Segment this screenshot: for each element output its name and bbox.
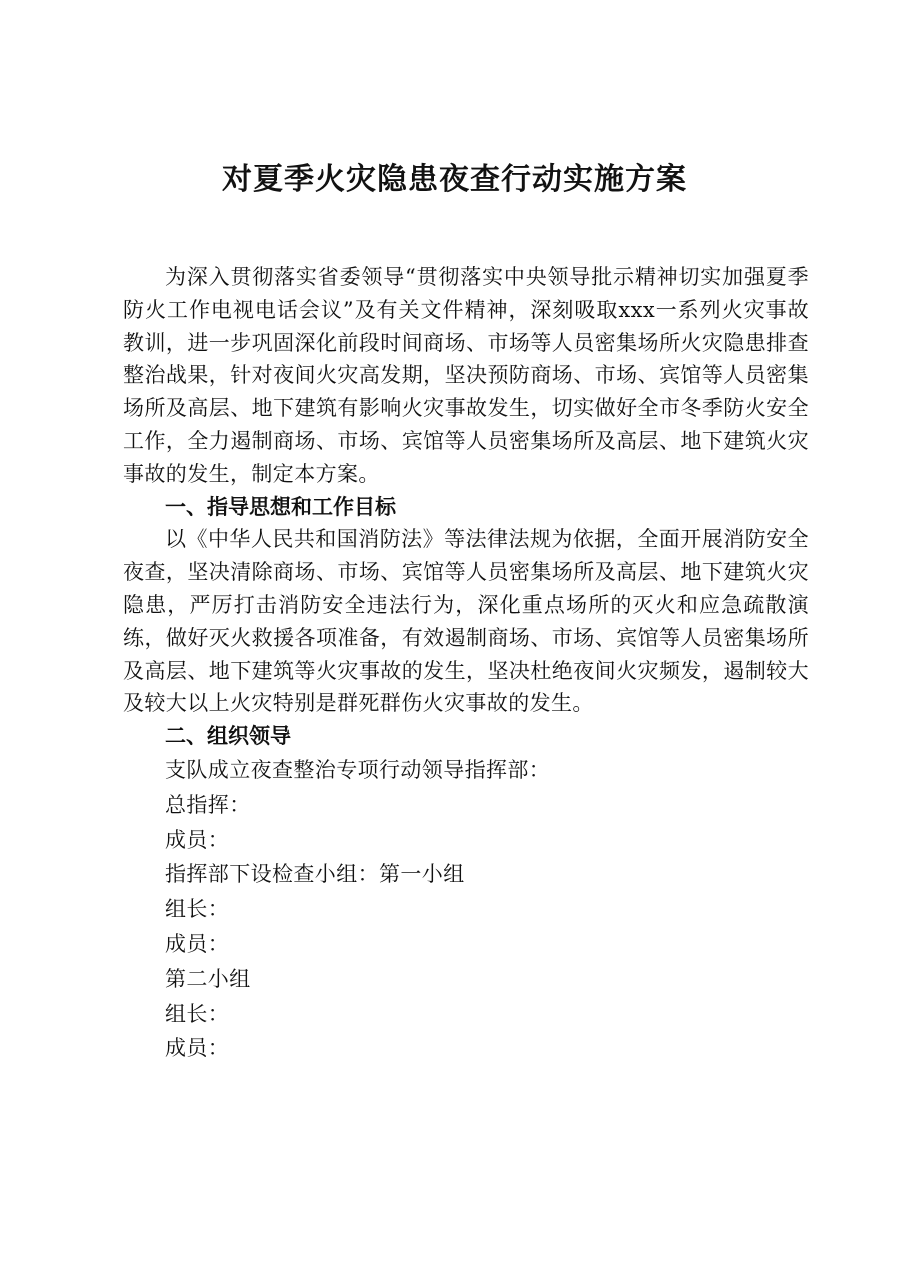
org-line-inspection-group-1: 指挥部下设检查小组：第一小组 — [165, 862, 465, 887]
section-2-heading: 二、组织领导 — [165, 724, 291, 749]
org-line-group-2: 第二小组 — [165, 966, 251, 991]
org-line-group-2-leader: 组长： — [165, 1001, 230, 1026]
org-line-group-1-members: 成员： — [165, 931, 230, 956]
intro-paragraph: 为深入贯彻落实省委领导“贯彻落实中央领导批示精神切实加强夏季防火工作电视电话会议”及有关文件精神，深刻吸取xxx一系列火灾事故教训，进一步巩固深化前段时间商场、市场等人员密集场所火灾隐患排查整治战果，针对夜间火灾高发期，坚决预防商场、市场、宾馆等人员密集场所及高层、地下建筑有影响火灾事故发生，切实做好全市冬季防火安全工作，全力遏制商场、市场、宾馆等人员密集场所及高层、地下建筑火灾事故的发生，制定本方案。 — [123, 265, 809, 486]
org-line-group-1-leader: 组长： — [165, 897, 230, 922]
section-1-heading: 一、指导思想和工作目标 — [165, 494, 396, 519]
org-line-command-hq: 支队成立夜查整治专项行动领导指挥部： — [165, 757, 551, 782]
org-line-group-2-members: 成员： — [165, 1036, 230, 1061]
section-1-paragraph: 以《中华人民共和国消防法》等法律法规为依据，全面开展消防安全夜查，坚决清除商场、市场、宾馆等人员密集场所及高层、地下建筑火灾隐患，严厉打击消防安全违法行为，深化重点场所的灭火和应急疏散演练，做好灭火救援各项准备，有效遏制商场、市场、宾馆等人员密集场所及高层、地下建筑等火灾事故的发生，坚决杜绝夜间火灾频发，遏制较大及较大以上火灾特别是群死群伤火灾事故的发生。 — [123, 527, 809, 716]
org-line-commander: 总指挥： — [165, 792, 251, 817]
document-body — [123, 261, 809, 1066]
org-line-members: 成员： — [165, 827, 230, 852]
document-title: 对夏季火灾隐患夜查行动实施方案 — [222, 162, 687, 197]
